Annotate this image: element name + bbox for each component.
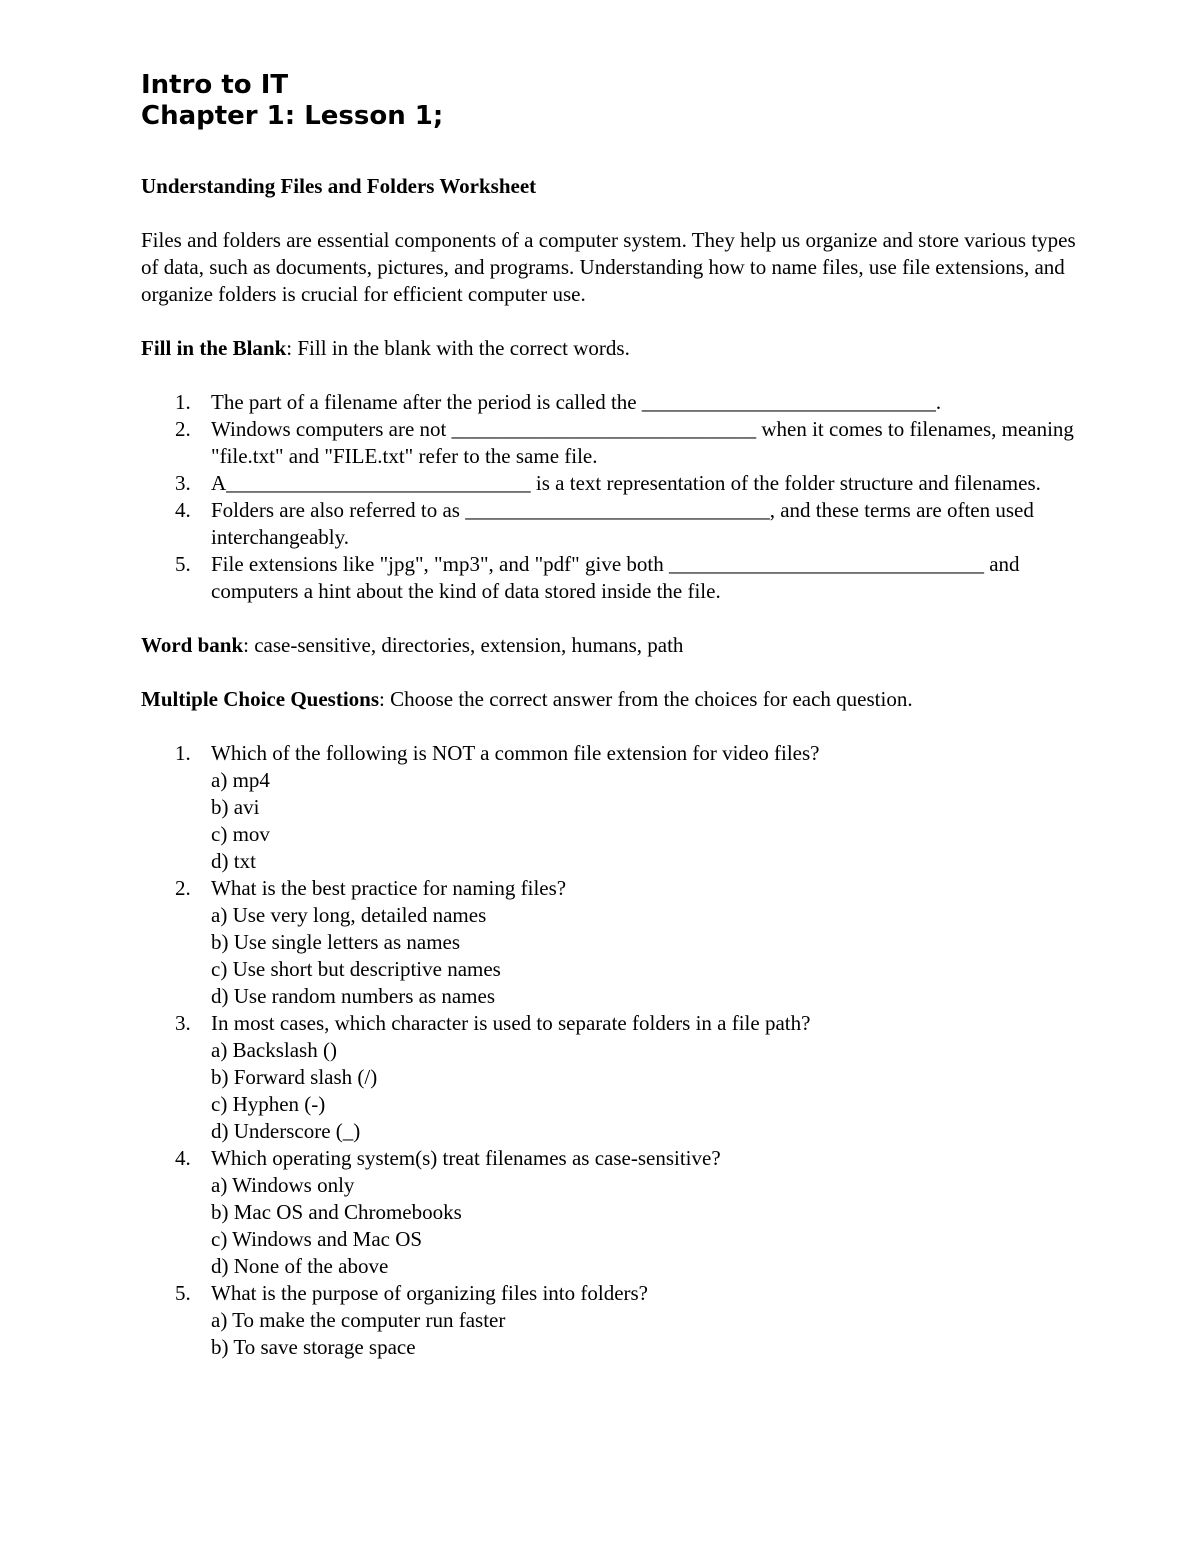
answer-option: d) Underscore (_): [211, 1119, 361, 1143]
answer-option: a) mp4: [211, 768, 270, 792]
answer-option: c) Use short but descriptive names: [211, 957, 501, 981]
document-page: [141, 70, 1081, 1361]
worksheet-title: Understanding Files and Folders Worksheet: [141, 174, 537, 198]
question-item: 5. What is the purpose of organizing files into folders? a) To make the computer run faster b) To save storage space: [141, 1280, 1081, 1361]
fill-blank-heading: Fill in the Blank: [141, 336, 287, 360]
answer-option: b) Use single letters as names: [211, 930, 461, 954]
answer-option: a) Windows only: [211, 1173, 355, 1197]
question-item: 4. Which operating system(s) treat filenames as case-sensitive? a) Windows only b) Mac OS and Chromebooks c) Windows and Mac OS d) None of the above: [141, 1145, 1081, 1280]
answer-option: c) Hyphen (-): [211, 1092, 326, 1116]
list-item: 4. Folders are also referred to as _____________________________, and these terms are often used interchangeably.: [175, 498, 1034, 549]
list-item: 3. A_____________________________ is a text representation of the folder structure and filenames.: [175, 471, 1041, 495]
word-bank-heading: Word bank: [141, 633, 244, 657]
answer-option: a) To make the computer run faster: [211, 1308, 506, 1332]
question-text: What is the purpose of organizing files into folders?: [211, 1281, 649, 1305]
lesson-title: Chapter 1: Lesson 1;: [141, 101, 444, 131]
fill-blank-list: [141, 389, 1081, 605]
answer-option: b) Forward slash (/): [211, 1065, 378, 1089]
question-item: 3. In most cases, which character is used to separate folders in a file path? a) Backslash () b) Forward slash (/) c) Hyphen (-) d) Underscore (_): [141, 1010, 1081, 1145]
word-bank: Word bank: case-sensitive, directories, extension, humans, path: [141, 633, 684, 657]
answer-option: d) txt: [211, 849, 256, 873]
question-item: 2. What is the best practice for naming files? a) Use very long, detailed names b) Use single letters as names c) Use short but descriptive names d) Use random numbers as names: [141, 875, 1081, 1010]
multiple-choice-list: [141, 740, 1081, 1361]
course-title: Intro to IT: [141, 70, 289, 100]
question-item: 1. Which of the following is NOT a common file extension for video files? a) mp4 b) avi c) mov d) txt: [141, 740, 1081, 875]
multiple-choice-heading: Multiple Choice Questions: [141, 687, 380, 711]
question-text: What is the best practice for naming files?: [211, 876, 567, 900]
question-text: In most cases, which character is used to separate folders in a file path?: [211, 1011, 811, 1035]
list-item: 5. File extensions like "jpg", "mp3", and "pdf" give both ______________________________ and computers a hint about the kind of data stored inside the file.: [175, 552, 1020, 603]
answer-option: c) Windows and Mac OS: [211, 1227, 423, 1251]
multiple-choice-instruction: Multiple Choice Questions: Choose the correct answer from the choices for each question.: [141, 687, 913, 711]
answer-option: c) mov: [211, 822, 270, 846]
answer-option: a) Use very long, detailed names: [211, 903, 487, 927]
question-text: Which operating system(s) treat filenames as case-sensitive?: [211, 1146, 721, 1170]
answer-option: b) avi: [211, 795, 260, 819]
fill-blank-instruction: Fill in the Blank: Fill in the blank with the correct words.: [141, 336, 630, 360]
answer-option: d) None of the above: [211, 1254, 389, 1278]
question-text: Which of the following is NOT a common file extension for video files?: [211, 741, 820, 765]
answer-option: b) Mac OS and Chromebooks: [211, 1200, 462, 1224]
list-item: 1. The part of a filename after the period is called the ____________________________.: [175, 390, 942, 414]
intro-paragraph: Files and folders are essential components of a computer system. They help us organize and store various types of data, such as documents, pictures, and programs. Understanding how to name files, use file extensions, and organize folders is crucial for efficient computer use.: [141, 228, 1076, 306]
list-item: 2. Windows computers are not _____________________________ when it comes to filenames, meaning "file.txt" and "FILE.txt" refer to the same file.: [175, 417, 1074, 468]
answer-option: d) Use random numbers as names: [211, 984, 496, 1008]
answer-option: b) To save storage space: [211, 1335, 416, 1359]
answer-option: a) Backslash (): [211, 1038, 337, 1062]
